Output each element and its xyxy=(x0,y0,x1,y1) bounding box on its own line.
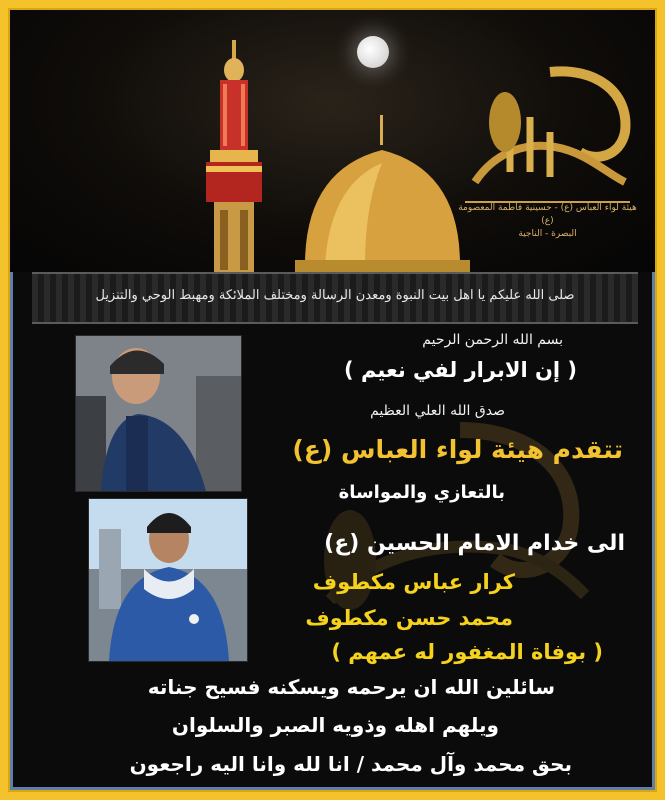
emblem-caption-line2: البصرة - الناجية xyxy=(518,229,577,239)
moon xyxy=(357,36,389,68)
condolence-line: بالتعازي والمواساة xyxy=(338,482,505,503)
sadaqa-phrase: صدق الله العلي العظيم xyxy=(370,403,505,419)
inscription-banner xyxy=(32,272,638,324)
quran-verse: ( إن الابرار لفي نعيم ) xyxy=(344,358,577,382)
photo-young-man-1 xyxy=(75,335,242,492)
to-servants-line: الى خدام الامام الحسين (ع) xyxy=(324,531,625,556)
golden-dome-image xyxy=(295,115,470,275)
prayer-line-3: بحق محمد وآل محمد / انا لله وانا اليه راجعون xyxy=(129,752,572,776)
name-mohammed: محمد حسن مكطوف xyxy=(305,606,513,630)
prayer-line-1: سائلين الله ان يرحمه ويسكنه فسيح جناته xyxy=(147,675,555,699)
basmala: بسم الله الرحمن الرحيم xyxy=(422,332,563,348)
photo-young-man-2 xyxy=(88,498,248,662)
name-karrar: كرار عباس مكطوف xyxy=(312,570,515,594)
prayer-line-2: ويلهم اهله وذويه الصبر والسلوان xyxy=(171,713,499,737)
occasion-line: ( بوفاة المغفور له عمهم ) xyxy=(331,640,603,664)
presenter-heading: تتقدم هيئة لواء العباس (ع) xyxy=(292,435,623,464)
minaret-image xyxy=(190,40,280,280)
emblem-caption-line1: هيئة لواء العباس (ع) - حسينية فاطمة المعصومة (ع) xyxy=(458,203,637,226)
emblem-caption xyxy=(455,202,640,241)
banner-inscription: صلى الله عليكم يا اهل بيت النبوة ومعدن الرسالة ومختلف الملائكة ومهبط الوحي والتنزيل xyxy=(95,288,575,303)
poster-frame xyxy=(10,10,655,790)
